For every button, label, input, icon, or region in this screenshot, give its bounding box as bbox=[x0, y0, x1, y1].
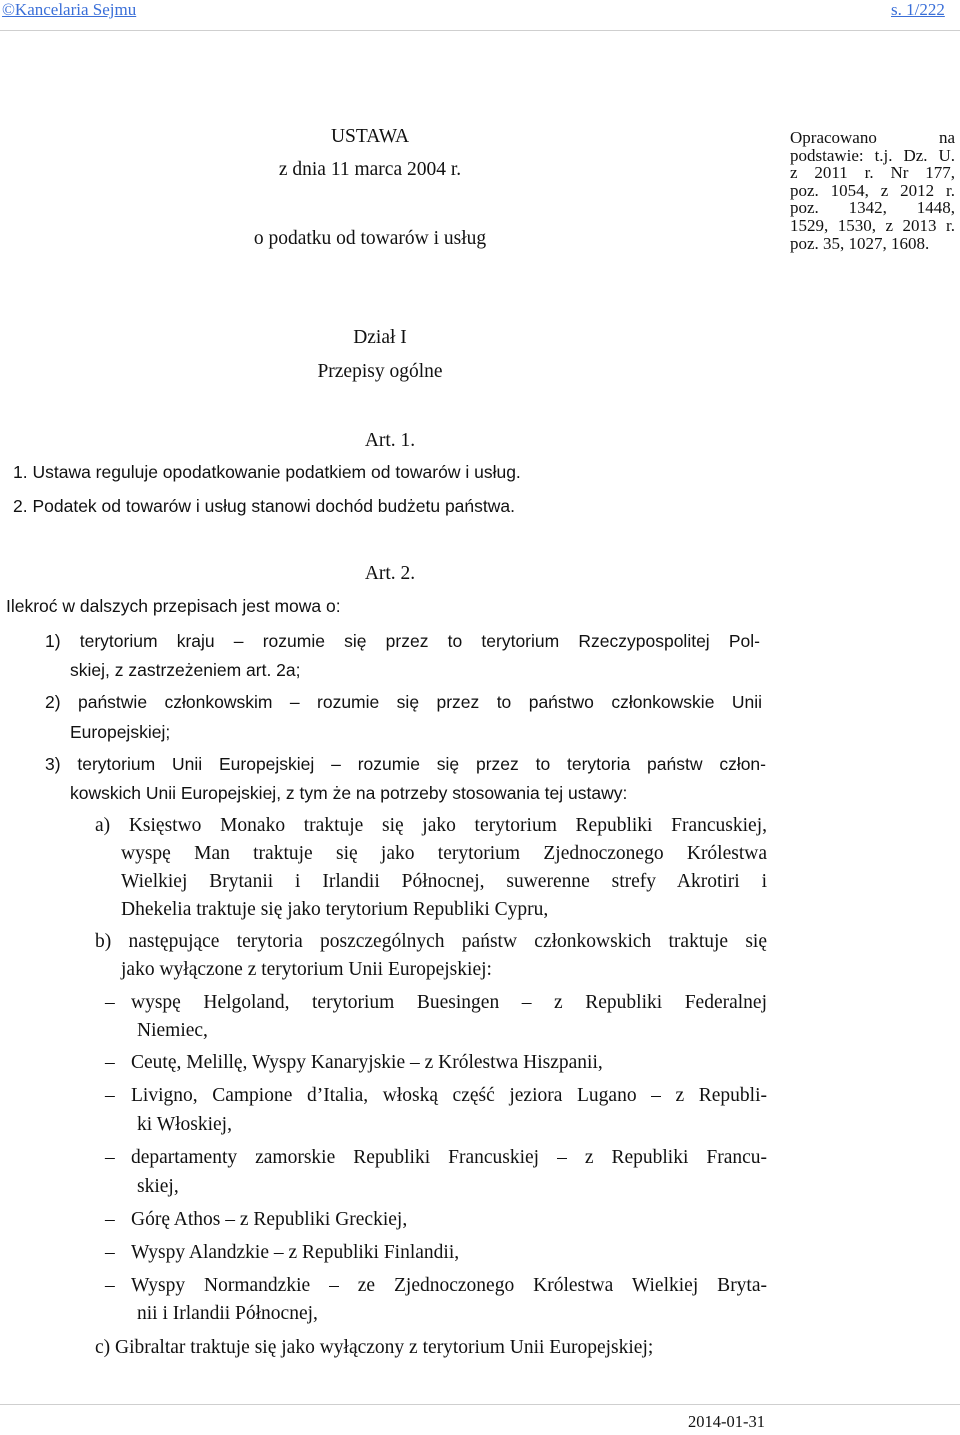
dash-item-continuation: nii i Irlandii Północnej, bbox=[137, 1303, 318, 1324]
dash-item-text: Livigno, Campione d’Italia, włoską część jeziora Lugano – z Republi- bbox=[131, 1085, 767, 1106]
dash-item-text: Wyspy Normandzkie – ze Zjednoczonego Królestwa Wielkiej Bryta- bbox=[131, 1275, 767, 1296]
dash-marker: – bbox=[105, 1085, 115, 1106]
dash-item-continuation: ki Włoskiej, bbox=[137, 1114, 232, 1135]
footer-divider bbox=[0, 1404, 960, 1405]
dash-marker: – bbox=[105, 1209, 115, 1230]
letter-c-line-1: c) Gibraltar traktuje się jako wyłączony z terytorium Unii Europejskiej; bbox=[95, 1337, 654, 1358]
art2-item-2-line-2: Europejskiej; bbox=[70, 722, 171, 742]
art2-item-2-line-1: 2) państwie członkowskim – rozumie się przez to państwo członkowskie Unii bbox=[45, 692, 762, 712]
art1-paragraph-1: 1. Ustawa reguluje opodatkowanie podatkiem od towarów i usług. bbox=[13, 462, 521, 482]
dash-item-text: departamenty zamorskie Republiki Francuskiej – z Republiki Francu- bbox=[131, 1147, 767, 1168]
letter-b-line-2: jako wyłączone z terytorium Unii Europejskiej: bbox=[121, 959, 492, 980]
page-number-link[interactable]: s. 1/222 bbox=[891, 0, 945, 19]
source-note bbox=[790, 129, 955, 252]
art2-item-1-line-2: skiej, z zastrzeżeniem art. 2a; bbox=[70, 660, 301, 680]
source-note-line: 1529, 1530, z 2013 r. bbox=[790, 215, 955, 235]
header-divider bbox=[0, 30, 960, 31]
art1-paragraph-2: 2. Podatek od towarów i usług stanowi dochód budżetu państwa. bbox=[13, 496, 515, 516]
dash-marker: – bbox=[105, 1275, 115, 1296]
dash-marker: – bbox=[105, 992, 115, 1013]
source-note-line: podstawie: t.j. Dz. U. bbox=[790, 145, 955, 165]
art2-intro: Ilekroć w dalszych przepisach jest mowa o: bbox=[6, 596, 341, 616]
art2-item-1-line-1: 1) terytorium kraju – rozumie się przez to terytorium Rzeczypospolitej Pol- bbox=[45, 631, 760, 651]
source-note-line: poz. 35, 1027, 1608. bbox=[790, 233, 930, 253]
document-title: o podatku od towarów i usług bbox=[253, 228, 487, 249]
art1-heading: Art. 1. bbox=[364, 430, 416, 451]
source-note-line: poz. 1342, 1448, bbox=[790, 198, 955, 218]
kancelaria-sejmu-link[interactable]: ©Kancelaria Sejmu bbox=[2, 0, 137, 19]
dash-marker: – bbox=[105, 1052, 115, 1073]
dash-item-continuation: skiej, bbox=[137, 1176, 179, 1197]
dash-item bbox=[105, 1242, 459, 1264]
art2-heading: Art. 2. bbox=[364, 563, 416, 584]
dash-item-text: wyspę Helgoland, terytorium Buesingen – z Republiki Federalnej bbox=[131, 992, 767, 1013]
section-name: Przepisy ogólne bbox=[317, 361, 443, 382]
dash-item-text: Górę Athos – z Republiki Greckiej, bbox=[131, 1209, 408, 1230]
letter-a-line-4: Dhekelia traktuje się jako terytorium Republiki Cypru, bbox=[121, 899, 549, 920]
letter-a-line-3: Wielkiej Brytanii i Irlandii Północnej, suwerenne strefy Akrotiri i bbox=[121, 871, 767, 892]
letter-a-line-1: a) Księstwo Monako traktuje się jako terytorium Republiki Francuskiej, bbox=[95, 815, 767, 836]
source-note-line: z 2011 r. Nr 177, bbox=[790, 163, 955, 183]
art2-item-3-line-1: 3) terytorium Unii Europejskiej – rozumie się przez to terytoria państw człon- bbox=[45, 754, 766, 774]
dash-item bbox=[105, 1052, 603, 1074]
dash-item bbox=[105, 1085, 767, 1107]
dash-item bbox=[105, 1209, 407, 1231]
dash-item-text: Wyspy Alandzkie – z Republiki Finlandii, bbox=[131, 1242, 460, 1263]
document-date: z dnia 11 marca 2004 r. bbox=[278, 159, 462, 180]
dash-item-text: Ceutę, Melillę, Wyspy Kanaryjskie – z Królestwa Hiszpanii, bbox=[131, 1052, 603, 1073]
dash-marker: – bbox=[105, 1242, 115, 1263]
art2-item-3-line-2: kowskich Unii Europejskiej, z tym że na potrzeby stosowania tej ustawy: bbox=[70, 783, 628, 803]
dash-item bbox=[105, 992, 767, 1014]
letter-b-line-1: b) następujące terytoria poszczególnych państw członkowskich traktuje się bbox=[95, 931, 767, 952]
source-note-line: Opracowano na bbox=[790, 128, 955, 147]
dash-item-continuation: Niemiec, bbox=[137, 1020, 208, 1041]
letter-a-line-2: wyspę Man traktuje się jako terytorium Zjednoczonego Królestwa bbox=[121, 843, 767, 864]
dash-item bbox=[105, 1275, 767, 1297]
document-type: USTAWA bbox=[330, 126, 410, 147]
source-note-line: poz. 1054, z 2012 r. bbox=[790, 180, 955, 200]
dash-marker: – bbox=[105, 1147, 115, 1168]
footer-date: 2014-01-31 bbox=[688, 1412, 765, 1431]
dash-item bbox=[105, 1147, 767, 1169]
section-label: Dział I bbox=[353, 327, 407, 348]
